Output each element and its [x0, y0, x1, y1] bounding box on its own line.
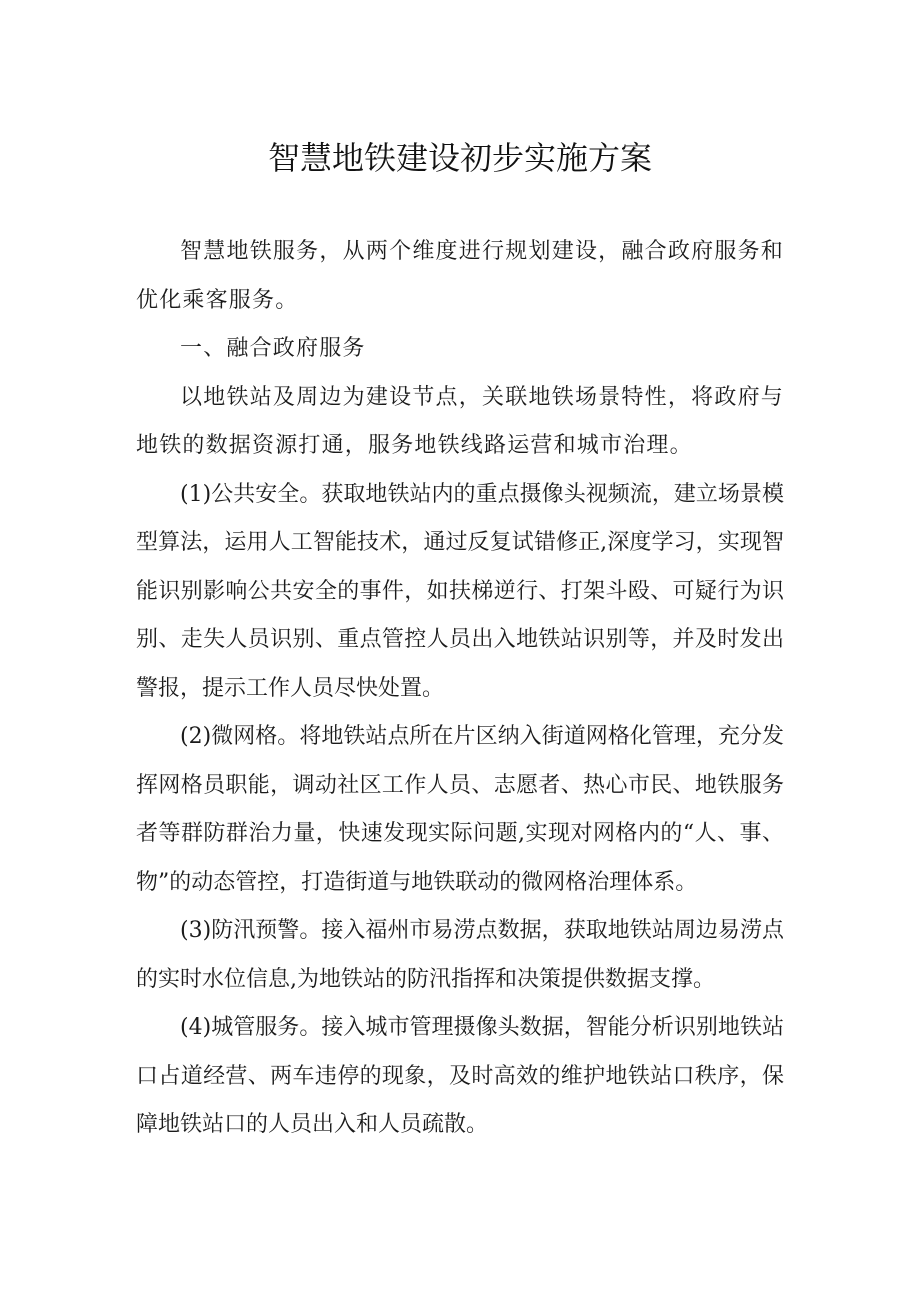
document-title: 智慧地铁建设初步实施方案: [267, 139, 652, 177]
item-flood-warning: (3)防汛预警。接入福州市易涝点数据，获取地铁站周边易涝点的实时水位信息,为地铁站的防汛指挥和决策提供数据支撑。: [136, 918, 784, 992]
item-urban-management: (4)城管服务。接入城市管理摄像头数据，智能分析识别地铁站口占道经营、两车违停的现象，及时高效的维护地铁站口秩序，保障地铁站口的人员出入和人员疏散。: [136, 1015, 784, 1137]
intro-paragraph: 智慧地铁服务，从两个维度进行规划建设，融合政府服务和优化乘客服务。: [136, 239, 784, 313]
item-public-safety: (1)公共安全。获取地铁站内的重点摄像头视频流，建立场景模型算法，运用人工智能技术，通过反复试错修正,深度学习，实现智能识别影响公共安全的事件，如扶梯逆行、打架斗殴、可疑行为识别、走失人员识别、重点管控人员出入地铁站识别等，并及时发出警报，提示工作人员尽快处置。: [136, 481, 784, 701]
item-micro-grid: (2)微网格。将地铁站点所在片区纳入街道网格化管理，充分发挥网格员职能，调动社区工作人员、志愿者、热心市民、地铁服务者等群防群治力量，快速发现实际问题,实现对网格内的“人、事、物”的动态管控，打造街道与地铁联动的微网格治理体系。: [136, 724, 784, 895]
section-heading-government-services: 一、融合政府服务: [180, 336, 366, 361]
section-intro-paragraph: 以地铁站及周边为建设节点，关联地铁场景特性，将政府与地铁的数据资源打通，服务地铁线路运营和城市治理。: [136, 384, 784, 458]
document-body: [136, 228, 784, 1150]
